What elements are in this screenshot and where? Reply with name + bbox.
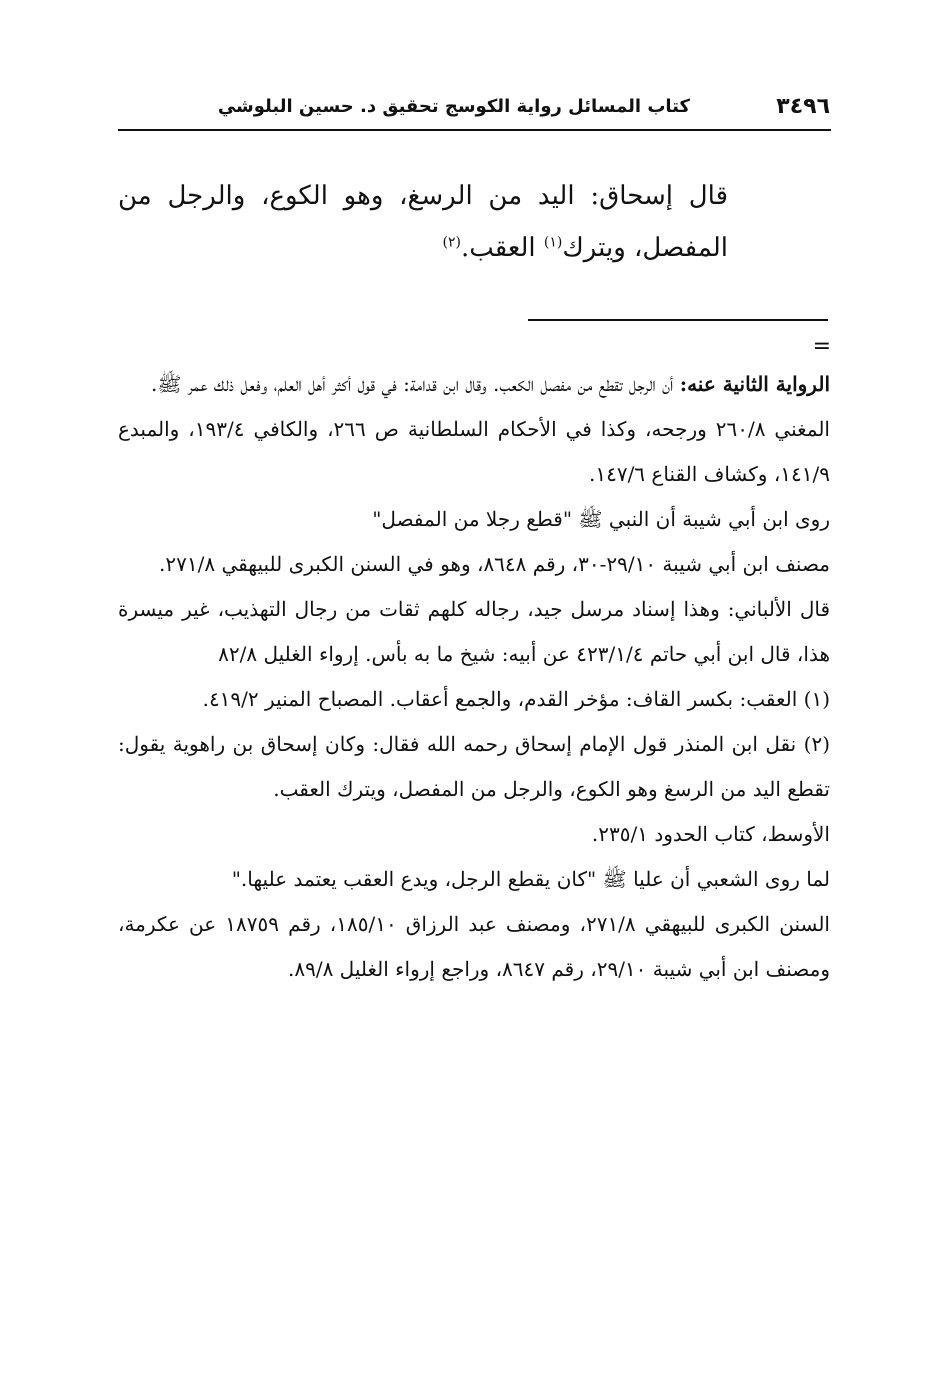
footnote-2 — [118, 722, 830, 812]
page-header — [118, 92, 830, 126]
page-number: ٣٤٩٦ — [776, 94, 830, 119]
note-paragraph — [118, 362, 830, 407]
footnote-marker[interactable]: (٢) — [442, 234, 461, 251]
header-rule — [118, 129, 831, 131]
note-paragraph: الأوسط، كتاب الحدود ٢٣٥/١. — [591, 822, 830, 846]
footnote-marker[interactable]: (١) — [543, 234, 563, 251]
footnote-text: العقب: بكسر القاف: مؤخر القدم، والجمع أعقاب. المصباح المنير ٤١٩/٢. — [202, 687, 804, 711]
footnote-text: نقل ابن المنذر قول الإمام إسحاق رحمه الله فقال: وكان إسحاق بن راهوية يقول: تقطع اليد من الرسغ وهو الكوع، والرجل من المفصل، ويترك العقب. — [118, 732, 830, 801]
continuation-mark: = — [812, 334, 831, 359]
footnotes — [118, 362, 830, 992]
footnote-number: (٢) — [803, 732, 830, 756]
footnote-number: (١) — [803, 687, 830, 711]
note-paragraph: السنن الكبرى للبيهقي ٢٧١/٨، ومصنف عبد الرزاق ١٨٥/١٠، رقم ١٨٧٥٩ عن عكرمة، ومصنف ابن أبي شيبة ٢٩/١٠، رقم ٨٦٤٧، وراجع إرواء الغليل ٨٩/٨. — [118, 912, 830, 981]
footnote-1 — [118, 677, 830, 722]
note-paragraph: قال الألباني: وهذا إسناد مرسل جيد، رجاله كلهم ثقات من رجال التهذيب، غير ميسرة هذا، قال ابن أبي حاتم ٤٢٣/١/٤ عن أبيه: شيخ ما به بأس. إرواء الغليل ٨٢/٨ — [118, 597, 830, 666]
note-paragraph: المغني ٢٦٠/٨ ورجحه، وكذا في الأحكام السلطانية ص ٢٦٦، والكافي ١٩٣/٤، والمبدع ١٤١/٩، وكشاف القناع ١٤٧/٦. — [118, 417, 830, 486]
main-text — [118, 170, 728, 274]
main-text-fragment: المفصل، ويترك — [562, 233, 728, 263]
main-text-fragment: العقب. — [460, 233, 544, 263]
running-title: كتاب المسائل رواية الكوسج تحقيق د. حسين البلوشي — [217, 96, 690, 117]
note-paragraph: لما روى الشعبي أن عليا ﷺ "كان يقطع الرجل، ويدع العقب يعتمد عليها." — [231, 867, 830, 891]
note-paragraph: مصنف ابن أبي شيبة ٢٩/١٠-٣٠، رقم ٨٦٤٨، وهو في السنن الكبرى للبيهقي ٢٧١/٨. — [159, 552, 830, 576]
note-heading: الرواية الثانية عنه: — [679, 372, 830, 396]
note-text: أن الرجل تقطع من مفصل الكعب. وقال ابن قدامة: في قول أكثر أهل العلم، وفعل ذلك عمر ﷺ. — [151, 372, 680, 396]
note-paragraph: روى ابن أبي شيبة أن النبي ﷺ "قطع رجلا من المفصل" — [372, 507, 830, 531]
footnote-separator — [528, 319, 828, 321]
main-text-line: قال إسحاق: اليد من الرسغ، وهو الكوع، والرجل من — [118, 181, 728, 211]
main-text-line — [118, 222, 728, 274]
